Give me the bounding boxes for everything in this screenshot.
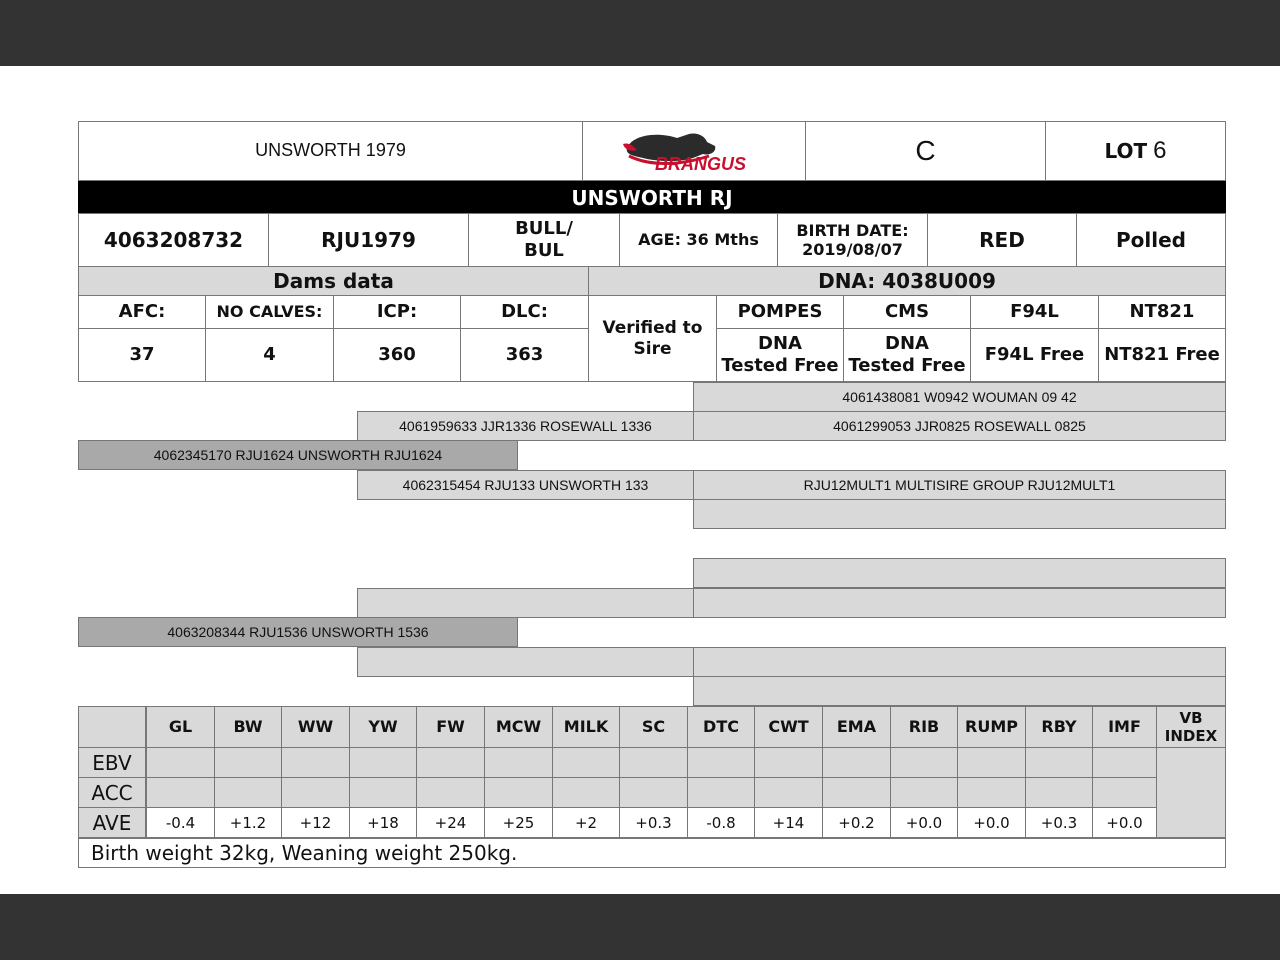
pedigree-dam: 4063208344 RJU1536 UNSWORTH 1536 <box>78 617 518 647</box>
ebv-acc-dtc <box>687 777 755 808</box>
ebv-header-ema: EMA <box>822 706 891 748</box>
horn-status: Polled <box>1076 213 1226 267</box>
ebv-header-ww: WW <box>281 706 350 748</box>
ebv-header-fw: FW <box>416 706 485 748</box>
dna-header-pompes: POMPES <box>716 295 844 329</box>
ebv-ebv-cwt <box>754 747 823 778</box>
ebv-ave-bw: +1.2 <box>214 807 282 838</box>
ebv-ebv-rump <box>957 747 1026 778</box>
dams-value-dlc: 363 <box>460 328 589 382</box>
coat-color: RED <box>927 213 1077 267</box>
ebv-acc-cwt <box>754 777 823 808</box>
ebv-acc-imf <box>1092 777 1157 808</box>
ebv-acc-ww <box>281 777 350 808</box>
ebv-ave-milk: +2 <box>552 807 620 838</box>
pedigree-dam-dam <box>357 647 694 677</box>
dna-header-f94l: F94L <box>970 295 1099 329</box>
ebv-ave-ww: +12 <box>281 807 350 838</box>
ebv-ave-mcw: +25 <box>484 807 553 838</box>
grade: C <box>805 121 1046 181</box>
ebv-ebv-rib <box>890 747 958 778</box>
pedigree-sire: 4062345170 RJU1624 UNSWORTH RJU1624 <box>78 440 518 470</box>
ebv-acc-fw <box>416 777 485 808</box>
cms-line2: Tested Free <box>848 355 966 376</box>
ebv-acc-milk <box>552 777 620 808</box>
dams-value-afc: 37 <box>78 328 206 382</box>
ebv-header-vb-index <box>1156 706 1226 748</box>
ebv-header-gl: GL <box>146 706 215 748</box>
ebv-vb-index-value <box>1156 747 1226 838</box>
dna-value-nt821: NT821 Free <box>1098 328 1226 382</box>
ebv-header-rump: RUMP <box>957 706 1026 748</box>
dams-value-icp: 360 <box>333 328 461 382</box>
sex-line1: BULL/ <box>515 218 573 240</box>
bottom-letterbox-bar <box>0 894 1280 960</box>
ebv-ebv-mcw <box>484 747 553 778</box>
ebv-ebv-yw <box>349 747 417 778</box>
ebv-acc-mcw <box>484 777 553 808</box>
ebv-ebv-ema <box>822 747 891 778</box>
animal-tag: RJU1979 <box>268 213 469 267</box>
lot-label: LOT <box>1104 139 1148 163</box>
animal-name: UNSWORTH RJ <box>78 181 1226 214</box>
pedigree-dam-dam-sire <box>693 647 1226 677</box>
ebv-ave-ema: +0.2 <box>822 807 891 838</box>
ebv-header-bw: BW <box>214 706 282 748</box>
ebv-ave-fw: +24 <box>416 807 485 838</box>
ebv-ebv-gl <box>146 747 215 778</box>
age: AGE: 36 Mths <box>619 213 778 267</box>
ebv-header-rib: RIB <box>890 706 958 748</box>
pompes-line2: Tested Free <box>721 355 839 376</box>
pedigree-dam-sire <box>357 588 694 618</box>
dams-title: Dams data <box>78 266 589 296</box>
ebv-row-label-acc: ACC <box>78 777 146 808</box>
ebv-ave-yw: +18 <box>349 807 417 838</box>
lot-number: 6 <box>1153 136 1167 164</box>
ebv-ave-rib: +0.0 <box>890 807 958 838</box>
dams-header-afc: AFC: <box>78 295 206 329</box>
ebv-ebv-rby <box>1025 747 1093 778</box>
pedigree-dam-sire-sire <box>693 558 1226 588</box>
dna-header-nt821: NT821 <box>1098 295 1226 329</box>
ebv-header-sc: SC <box>619 706 688 748</box>
dna-header-cms: CMS <box>843 295 971 329</box>
ebv-acc-sc <box>619 777 688 808</box>
animal-id: 4063208732 <box>78 213 269 267</box>
ebv-ave-cwt: +14 <box>754 807 823 838</box>
ebv-ave-imf: +0.0 <box>1092 807 1157 838</box>
name-year: UNSWORTH 1979 <box>78 121 583 181</box>
ebv-row-label-ave: AVE <box>78 807 146 838</box>
pedigree-sire-sire-dam: 4061299053 JJR0825 ROSEWALL 0825 <box>693 411 1226 441</box>
ebv-ave-rump: +0.0 <box>957 807 1026 838</box>
dams-header-calves: NO CALVES: <box>205 295 334 329</box>
dna-value-f94l: F94L Free <box>970 328 1099 382</box>
vb-line1: VB <box>1179 709 1203 727</box>
ebv-acc-rump <box>957 777 1026 808</box>
pedigree-sire-dam-sire: RJU12MULT1 MULTISIRE GROUP RJU12MULT1 <box>693 470 1226 500</box>
weight-note: Birth weight 32kg, Weaning weight 250kg. <box>78 838 1226 868</box>
pedigree-sire-sire: 4061959633 JJR1336 ROSEWALL 1336 <box>357 411 694 441</box>
ebv-row-label-ebv: EBV <box>78 747 146 778</box>
verified-line1: Verified to <box>602 318 703 339</box>
dams-header-dlc: DLC: <box>460 295 589 329</box>
ebv-ebv-dtc <box>687 747 755 778</box>
pedigree-sire-dam: 4062315454 RJU133 UNSWORTH 133 <box>357 470 694 500</box>
ebv-header-dtc: DTC <box>687 706 755 748</box>
verified-to-sire <box>588 295 717 382</box>
ebv-acc-gl <box>146 777 215 808</box>
sex-line2: BUL <box>524 240 564 261</box>
bull-logo-icon <box>619 126 769 176</box>
pedigree-sire-sire-sire: 4061438081 W0942 WOUMAN 09 42 <box>693 382 1226 412</box>
pompes-line1: DNA <box>758 333 802 355</box>
dna-title: DNA: 4038U009 <box>588 266 1226 296</box>
ebv-acc-rby <box>1025 777 1093 808</box>
ebv-acc-yw <box>349 777 417 808</box>
ebv-acc-ema <box>822 777 891 808</box>
ebv-acc-bw <box>214 777 282 808</box>
ebv-header-cwt: CWT <box>754 706 823 748</box>
ebv-ebv-imf <box>1092 747 1157 778</box>
dams-header-icp: ICP: <box>333 295 461 329</box>
ebv-acc-rib <box>890 777 958 808</box>
dams-value-calves: 4 <box>205 328 334 382</box>
brangus-logo <box>582 121 806 181</box>
ebv-ave-rby: +0.3 <box>1025 807 1093 838</box>
sex <box>468 213 620 267</box>
pedigree-dam-dam-dam <box>693 676 1226 706</box>
ebv-header-corner <box>78 706 146 748</box>
lot <box>1045 121 1226 181</box>
verified-line2: Sire <box>633 338 672 359</box>
ebv-ebv-sc <box>619 747 688 778</box>
top-letterbox-bar <box>0 0 1280 66</box>
ebv-ebv-ww <box>281 747 350 778</box>
dna-value-cms <box>843 328 971 382</box>
ebv-header-rby: RBY <box>1025 706 1093 748</box>
dna-value-pompes <box>716 328 844 382</box>
ebv-header-imf: IMF <box>1092 706 1157 748</box>
pedigree-sire-dam-dam <box>693 499 1226 529</box>
birth-label: BIRTH DATE: <box>796 220 909 240</box>
ebv-header-yw: YW <box>349 706 417 748</box>
ebv-header-mcw: MCW <box>484 706 553 748</box>
ebv-ebv-milk <box>552 747 620 778</box>
ebv-header-milk: MILK <box>552 706 620 748</box>
cms-line1: DNA <box>885 333 929 355</box>
logo-text: BRANGUS <box>655 154 747 174</box>
ebv-ebv-bw <box>214 747 282 778</box>
ebv-ave-dtc: -0.8 <box>687 807 755 838</box>
birth-value: 2019/08/07 <box>802 240 903 259</box>
vb-line2: INDEX <box>1164 727 1218 745</box>
birth-date <box>777 213 928 267</box>
ebv-ave-gl: -0.4 <box>146 807 215 838</box>
ebv-ave-sc: +0.3 <box>619 807 688 838</box>
pedigree-dam-sire-dam <box>693 588 1226 618</box>
ebv-ebv-fw <box>416 747 485 778</box>
